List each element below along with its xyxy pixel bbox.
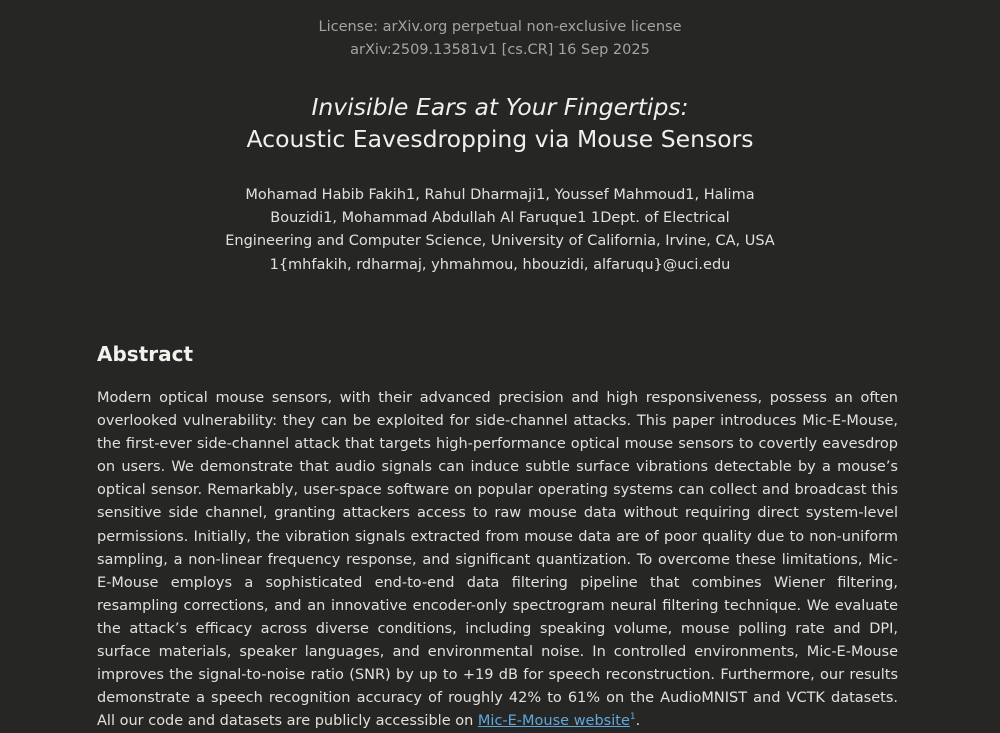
paper-title bbox=[0, 91, 1000, 155]
footnote-marker[interactable]: 1 bbox=[629, 712, 636, 723]
abstract-text: Modern optical mouse sensors, with their advanced precision and high responsiveness, possess an often overlooked vulnerability: they can be exploited for side-channel attacks. This paper introduces Mic-E-Mouse, the first-ever side-channel attack that targets high-performance optical mouse sensors to covertly eavesdrop on users. We demonstrate that audio signals can induce subtle surface vibrations detectable by a mouse’s optical sensor. Remarkably, user-space software on popular operating systems can collect and broadcast this sensitive side channel, granting attackers access to raw mouse data without requiring direct system-level permissions. Initially, the vibration signals extracted from mouse data are of poor quality due to non-uniform sampling, a non-linear frequency response, and significant quantization. To overcome these limitations, Mic-E-Mouse employs a sophisticated end-to-end data filtering pipeline that combines Wiener filtering, resampling corrections, and an innovative encoder-only spectrogram neural filtering technique. We evaluate the attack’s efficacy across diverse conditions, including speaking volume, mouse polling rate and DPI, surface materials, speaker languages, and environmental noise. In controlled environments, Mic-E-Mouse improves the signal-to-noise ratio (SNR) by up to +19 dB for speech reconstruction. Furthermore, our results demonstrate a speech recognition accuracy of roughly 42% to 61% on the AudioMNIST and VCTK datasets. All our code and datasets are publicly accessible on bbox=[97, 390, 898, 730]
title-line-1: Invisible Ears at Your Fingertips: bbox=[311, 93, 689, 121]
license-header bbox=[0, 16, 1000, 62]
abstract-body bbox=[97, 387, 898, 733]
license-line: License: arXiv.org perpetual non-exclusive license bbox=[318, 19, 682, 35]
project-website-link[interactable]: Mic-E-Mouse website bbox=[477, 713, 630, 730]
author-list: Mohamad Habib Fakih1, Rahul Dharmaji1, Youssef Mahmoud1, Halima Bouzidi1, Mohammad Abdullah Al Faruque1 1Dept. of Electrical Engineering and Computer Science, University of California, Irvine, CA, USA bbox=[225, 187, 775, 250]
author-emails: 1{mhfakih, rdharmaj, yhmahmou, hbouzidi, alfaruqu}@uci.edu bbox=[269, 256, 731, 273]
title-line-2: Acoustic Eavesdropping via Mouse Sensors bbox=[246, 125, 754, 153]
abstract-heading: Abstract bbox=[97, 342, 194, 366]
arxiv-identifier: arXiv:2509.13581v1 [cs.CR] 16 Sep 2025 bbox=[350, 42, 650, 58]
abstract-end-punctuation: . bbox=[635, 713, 641, 730]
author-block bbox=[225, 184, 775, 277]
